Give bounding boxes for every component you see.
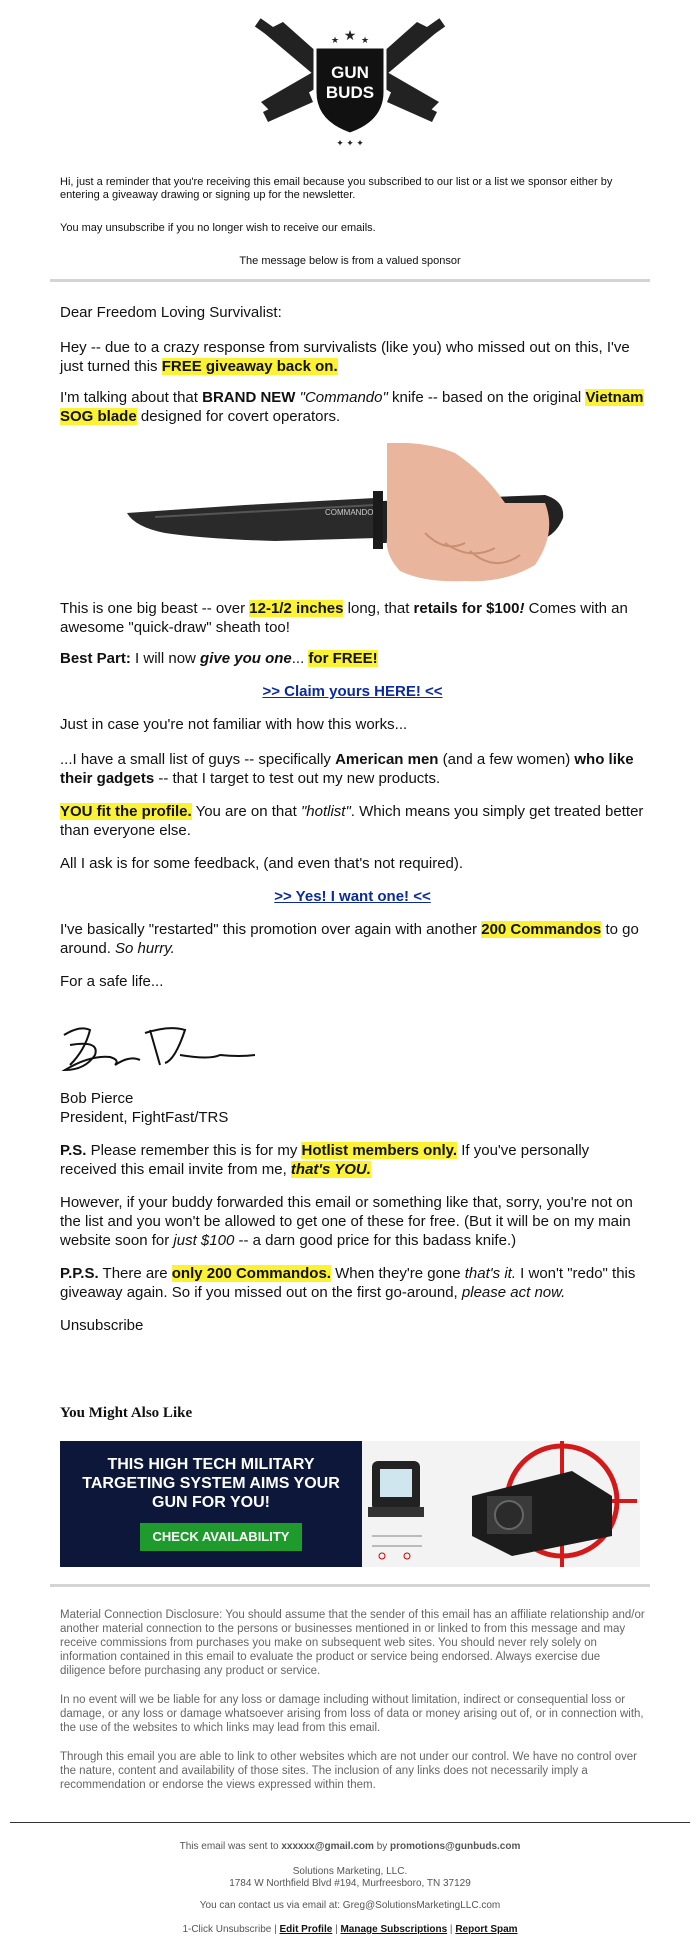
footer-links: 1-Click Unsubscribe | Edit Profile | Manage Subscriptions | Report Spam bbox=[182, 1924, 518, 1935]
disclosure-paragraph-3: Through this email you are able to link to other websites which are not under our control. We have no control over the nature, content and availability of those sites. The inclusion of any links does not necessarily imply a recommendation or endorse the views expressed within them. bbox=[60, 1751, 638, 1791]
svg-text:★: ★ bbox=[360, 35, 370, 45]
unsubscribe-note: You may unsubscribe if you no longer wish to receive our emails. bbox=[60, 222, 376, 234]
signature-image bbox=[60, 1015, 260, 1075]
svg-text:COMMANDO: COMMANDO bbox=[325, 508, 374, 517]
ad-title: THIS HIGH TECH MILITARY TARGETING SYSTEM AIMS YOUR GUN FOR YOU! bbox=[82, 1456, 340, 1511]
want-one-link-row bbox=[60, 887, 645, 906]
disclosure-paragraph-2: In no event will we be liable for any loss or damage including without limitation, indirect or consequential loss or damage, or any loss or damage whatsoever arising from loss of data or money arising out of, or in connection with, the use of the websites to which links may lead from this email. bbox=[60, 1694, 644, 1734]
paragraph-8: All I ask is for some feedback, (and even that's not required). bbox=[60, 855, 464, 872]
paragraph-2: I'm talking about that BRAND NEW "Commando" knife -- based on the original Vietnam SOG blade designed for covert operators. bbox=[60, 389, 644, 425]
letter-body-2 bbox=[60, 599, 645, 991]
gun-buds-logo bbox=[253, 12, 447, 147]
check-availability-button[interactable]: CHECK AVAILABILITY bbox=[140, 1523, 302, 1551]
ps-paragraph: P.S. Please remember this is for my Hotlist members only. If you've personally received this email invite from me, that's YOU. bbox=[60, 1142, 590, 1178]
svg-text:BUDS: BUDS bbox=[325, 83, 375, 102]
svg-text:GUN: GUN bbox=[331, 63, 369, 82]
footer-divider bbox=[10, 1822, 690, 1823]
divider bbox=[50, 279, 650, 282]
paragraph-1: Hey -- due to a crazy response from survivalists (like you) who missed out on this, I've just turned this FREE giveaway back on. bbox=[60, 339, 630, 375]
recipient-email: xxxxxx@gmail.com bbox=[281, 1841, 374, 1852]
report-spam-link[interactable]: Report Spam bbox=[455, 1924, 518, 1935]
paragraph-10: For a safe life... bbox=[60, 973, 164, 990]
letter-body-3 bbox=[60, 1089, 645, 1335]
greeting: Dear Freedom Loving Survivalist: bbox=[60, 304, 282, 321]
ad-banner[interactable] bbox=[60, 1441, 640, 1567]
knife-image bbox=[125, 443, 575, 588]
ad-banner-left bbox=[60, 1441, 362, 1567]
ad-banner-product bbox=[362, 1441, 640, 1567]
paragraph-9: I've basically "restarted" this promotion over again with another 200 Commandos to go around. So hurry. bbox=[60, 921, 639, 957]
signer-title: President, FightFast/TRS bbox=[60, 1109, 229, 1126]
company-name: Solutions Marketing, LLC. bbox=[292, 1866, 408, 1877]
recommend-heading: You Might Also Like bbox=[60, 1405, 193, 1421]
yes-want-one-link[interactable]: >> Yes! I want one! << bbox=[274, 888, 431, 905]
svg-text:✦ ✦ ✦: ✦ ✦ ✦ bbox=[336, 138, 364, 147]
paragraph-3: This is one big beast -- over 12-1/2 inches long, that retails for $100! Comes with an awesome "quick-draw" sheath too! bbox=[60, 600, 628, 636]
signer-name: Bob Pierce bbox=[60, 1090, 134, 1107]
edit-profile-link[interactable]: Edit Profile bbox=[279, 1924, 333, 1935]
disclosure bbox=[60, 1608, 645, 1792]
sent-to-line: This email was sent to xxxxxx@gmail.com by promotions@gunbuds.com bbox=[179, 1841, 521, 1852]
disclosure-paragraph-1: Material Connection Disclosure: You should assume that the sender of this email has an affiliate relationship and/or another material connection to the persons or businesses mentioned in or linked to from this message and may receive commissions from purchases you make on subsequent web sites. You should never rely solely on information contained in this email to evaluate the product or service being endorsed. Always exercise due diligence before purchasing any product or service. bbox=[60, 1609, 645, 1677]
sponsor-note: The message below is from a valued sponsor bbox=[239, 255, 461, 267]
company-address: 1784 W Northfield Blvd #194, Murfreesboro, TN 37129 bbox=[229, 1878, 471, 1889]
paragraph-4: Best Part: I will now give you one... for FREE! bbox=[60, 650, 378, 667]
unsubscribe-link[interactable]: Unsubscribe bbox=[60, 1317, 144, 1334]
contact-line: You can contact us via email at: Greg@SolutionsMarketingLLC.com bbox=[199, 1900, 501, 1911]
divider-2 bbox=[50, 1584, 650, 1587]
pps-paragraph: P.P.S. There are only 200 Commandos. When they're gone that's it. I won't "redo" this giveaway again. So if you missed out on the first go-around, please act now. bbox=[60, 1265, 636, 1301]
reminder-text: Hi, just a reminder that you're receiving this email because you subscribed to our list or a list we sponsor either by entering a giveaway drawing or signing up for the newsletter. bbox=[60, 176, 613, 201]
sender-email: promotions@gunbuds.com bbox=[390, 1841, 521, 1852]
manage-subscriptions-link[interactable]: Manage Subscriptions bbox=[340, 1924, 448, 1935]
paragraph-11: However, if your buddy forwarded this email or something like that, sorry, you're not on the list and you won't be allowed to get one of these for free. (But it will be on my main website soon for just $100 -- a darn good price for this badass knife.) bbox=[60, 1194, 633, 1249]
svg-text:★: ★ bbox=[343, 27, 357, 43]
paragraph-6: ...I have a small list of guys -- specifically American men (and a few women) who like their gadgets -- that I target to test out my new products. bbox=[60, 751, 634, 787]
one-click-unsubscribe[interactable]: 1-Click Unsubscribe bbox=[182, 1924, 272, 1935]
paragraph-5: Just in case you're not familiar with how this works... bbox=[60, 716, 408, 733]
svg-text:★: ★ bbox=[330, 35, 340, 45]
paragraph-7: YOU fit the profile. You are on that "hotlist". Which means you simply get treated better than everyone else. bbox=[60, 803, 644, 839]
claim-yours-link[interactable]: >> Claim yours HERE! << bbox=[262, 683, 443, 700]
claim-link-row bbox=[60, 682, 645, 701]
letter-body bbox=[60, 303, 645, 426]
